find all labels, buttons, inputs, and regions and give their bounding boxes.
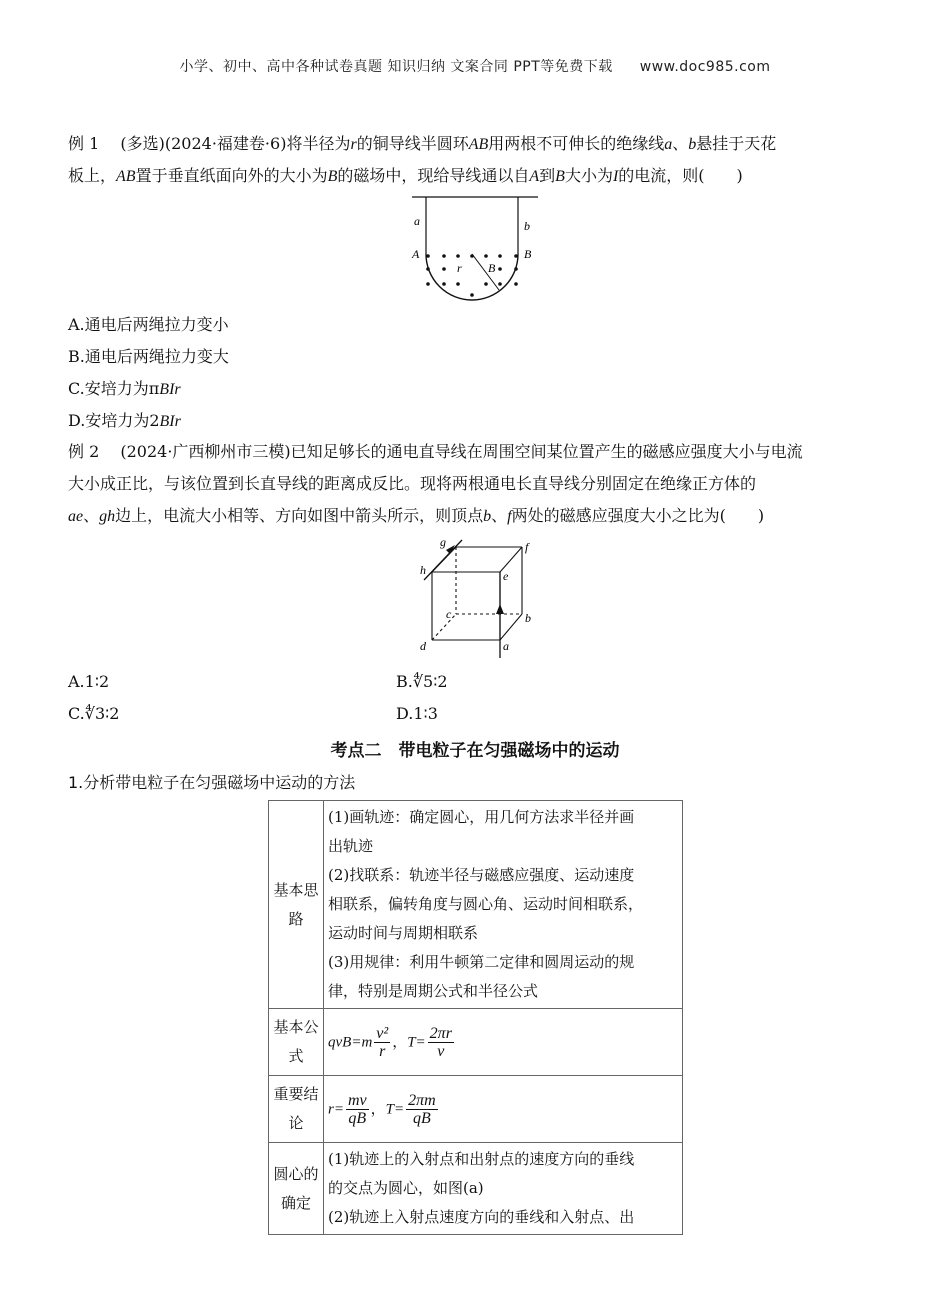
ex1-label: 例 1 [68, 134, 100, 153]
wire-ae-arrow [496, 604, 504, 614]
label-B-field: B [488, 261, 496, 275]
row-head: 圆心的确定 [269, 1143, 324, 1235]
formula-cell: qvB=m $\frac{\text{v²}}{r}$ ，T= $\frac{2\pi r}{v}$ [324, 1009, 683, 1076]
ex2-line1: 例 2 (2024·广西柳州市三模)已知足够长的通电直导线在周围空间某位置产生的磁感应强度大小与电流 [68, 442, 803, 461]
page-header [0, 56, 950, 76]
cube-label-g: g [440, 535, 446, 549]
table-row [269, 1143, 683, 1235]
table-row [269, 1076, 683, 1143]
ex1-option-a[interactable]: A.通电后两绳拉力变小 [68, 315, 229, 334]
row-head: 基本公式 [269, 1009, 324, 1076]
table-row [269, 801, 683, 1009]
ex2-label: 例 2 [68, 442, 100, 461]
ex2-option-d[interactable]: D.1∶3 [396, 704, 438, 723]
row-head: 基本思路 [269, 801, 324, 1009]
ex2-source: (2024·广西柳州市三模) [120, 442, 291, 461]
ex1-line2: 板上，AB置于垂直纸面向外的大小为B的磁场中，现给导线通以自A到B大小为I的电流，则( ) [68, 166, 743, 185]
ex1-source: (2024·福建卷·6) [164, 134, 287, 153]
header-text: 小学、初中、高中各种试卷真题 知识归纳 文案合同 PPT等免费下载 [179, 59, 613, 75]
table-row [269, 1009, 683, 1076]
ex2-cube-figure [410, 532, 550, 662]
label-b: b [524, 219, 530, 233]
label-r: r [457, 261, 462, 275]
label-B-point: B [524, 247, 532, 261]
ex1-figure [400, 192, 550, 304]
cube-label-d: d [420, 639, 426, 653]
cube-label-b: b [525, 611, 531, 625]
ex2-option-a[interactable]: A.1∶2 [68, 672, 110, 691]
ex1-option-d[interactable]: D.安培力为2BIr [68, 411, 181, 430]
ex1-line1: 例 1 (多选)(2024·福建卷·6)将半径为r的铜导线半圆环AB用两根不可伸长的绝缘线a、b悬挂于天花 [68, 134, 777, 153]
cube-label-f: f [525, 540, 529, 554]
ex2-option-b[interactable]: B.∜5∶2 [396, 672, 448, 691]
ex2-line3: ae、gh边上，电流大小相等、方向如图中箭头所示，则顶点b、f两处的磁感应强度大小之比为( ) [68, 506, 765, 525]
ex1-option-c[interactable]: C.安培力为πBIr [68, 379, 181, 398]
cube-label-c: c [446, 607, 452, 621]
formula-cell: r= $\frac{mv}{qB}$ ，T= $\frac{2\pi m}{qB}$ [324, 1076, 683, 1143]
row-head: 重要结论 [269, 1076, 324, 1143]
row-content: (1)画轨迹：确定圆心，用几何方法求半径并画 出轨迹 (2)找联系：轨迹半径与磁感应强度、运动速度 相联系，偏转角度与圆心角、运动时间相联系， 运动时间与周期相联系 (3)用规律：利用牛顿第二定律和圆周运动的规 律，特别是周期公式和半径公式 [324, 801, 683, 1009]
cube-label-h: h [420, 563, 426, 577]
ex1-option-b[interactable]: B.通电后两绳拉力变大 [68, 347, 229, 366]
cube-label-e: e [503, 569, 509, 583]
row-content: (1)轨迹上的入射点和出射点的速度方向的垂线 的交点为圆心，如图(a) (2)轨迹上入射点速度方向的垂线和入射点、出 [324, 1143, 683, 1235]
ex1-tag: (多选) [120, 134, 165, 153]
semicircle-ring [426, 254, 518, 300]
cube-label-a: a [503, 639, 509, 653]
ex2-line2: 大小成正比，与该位置到长直导线的距离成反比。现将两根通电长直导线分别固定在绝缘正方体的 [68, 474, 757, 493]
subheading: 1.分析带电粒子在匀强磁场中运动的方法 [68, 773, 356, 792]
header-url[interactable]: www.doc985.com [639, 59, 771, 75]
label-a: a [414, 214, 420, 228]
method-table [268, 800, 683, 1235]
label-A: A [412, 247, 420, 261]
magnetic-field-dots [426, 254, 518, 297]
section-title: 考点二 带电粒子在匀强磁场中的运动 [330, 741, 620, 761]
ex2-option-c[interactable]: C.∜3∶2 [68, 704, 120, 723]
